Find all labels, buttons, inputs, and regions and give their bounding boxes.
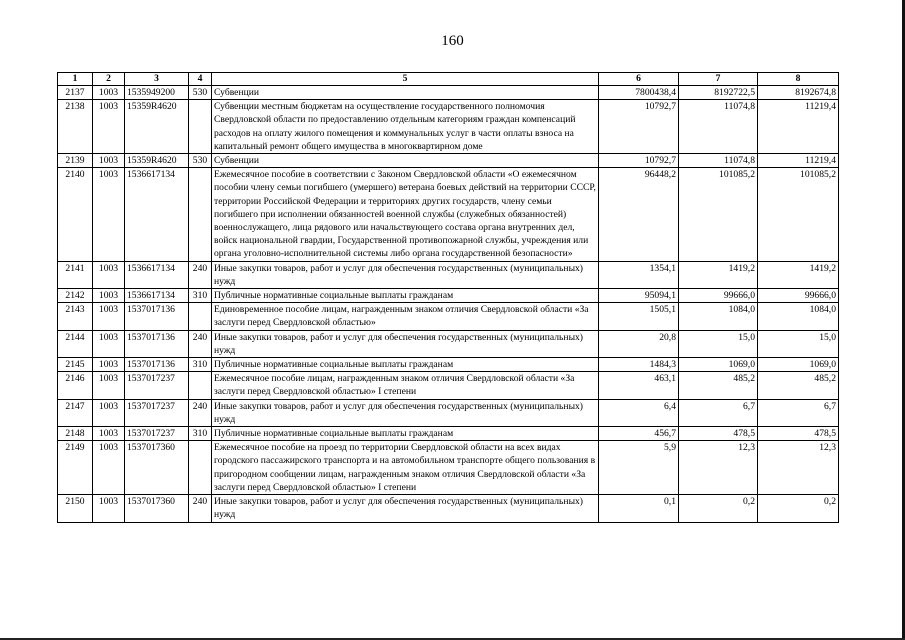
amount-year3-cell: 0,2 — [758, 495, 839, 522]
table-header-row — [58, 73, 839, 86]
table-body — [58, 86, 839, 523]
amount-year3-cell: 6,7 — [758, 399, 839, 426]
amount-year2-cell: 15,0 — [679, 330, 758, 357]
amount-year1-cell: 1484,3 — [599, 358, 679, 372]
expense-type-cell: 240 — [189, 261, 212, 288]
target-code-cell: 1537017360 — [125, 441, 189, 495]
row-number-cell: 2141 — [58, 261, 93, 288]
amount-year2-cell: 12,3 — [679, 441, 758, 495]
row-number-cell: 2140 — [58, 168, 93, 261]
amount-year3-cell: 1419,2 — [758, 261, 839, 288]
column-header: 3 — [125, 73, 189, 86]
table-row — [58, 261, 839, 288]
row-number-cell: 2139 — [58, 154, 93, 168]
target-code-cell: 1537017237 — [125, 372, 189, 399]
amount-year1-cell: 463,1 — [599, 372, 679, 399]
amount-year2-cell: 0,2 — [679, 495, 758, 522]
table-row — [58, 441, 839, 495]
expense-type-cell: 310 — [189, 358, 212, 372]
amount-year3-cell: 99666,0 — [758, 289, 839, 303]
target-code-cell: 1537017136 — [125, 358, 189, 372]
section-code-cell: 1003 — [93, 261, 125, 288]
amount-year1-cell: 7800438,4 — [599, 86, 679, 100]
description-cell: Иные закупки товаров, работ и услуг для обеспечения государственных (муниципальных) нужд — [212, 261, 599, 288]
target-code-cell: 1537017360 — [125, 495, 189, 522]
column-header: 5 — [212, 73, 599, 86]
description-cell: Иные закупки товаров, работ и услуг для обеспечения государственных (муниципальных) нужд — [212, 330, 599, 357]
amount-year3-cell: 485,2 — [758, 372, 839, 399]
amount-year3-cell: 101085,2 — [758, 168, 839, 261]
column-header: 2 — [93, 73, 125, 86]
amount-year3-cell: 15,0 — [758, 330, 839, 357]
description-cell: Ежемесячное пособие лицам, награжденным знаком отличия Свердловской области «За заслуги перед Свердловской областью» I степени — [212, 372, 599, 399]
amount-year2-cell: 101085,2 — [679, 168, 758, 261]
section-code-cell: 1003 — [93, 168, 125, 261]
amount-year1-cell: 20,8 — [599, 330, 679, 357]
target-code-cell: 1537017136 — [125, 303, 189, 330]
table-row — [58, 358, 839, 372]
description-cell: Единовременное пособие лицам, награжденным знаком отличия Свердловской области «За заслуги перед Свердловской областью» — [212, 303, 599, 330]
row-number-cell: 2143 — [58, 303, 93, 330]
column-header: 8 — [758, 73, 839, 86]
amount-year1-cell: 95094,1 — [599, 289, 679, 303]
amount-year2-cell: 99666,0 — [679, 289, 758, 303]
table-row — [58, 100, 839, 154]
expense-type-cell: 530 — [189, 86, 212, 100]
description-cell: Субвенции местным бюджетам на осуществление государственного полномочия Свердловской области по предоставлению отдельным категориям граждан компенсаций расходов на оплату жилого помещения и коммунальных услуг в части оплаты взноса на капитальный ремонт общего имущества в многоквартирном доме — [212, 100, 599, 154]
amount-year3-cell: 11219,4 — [758, 154, 839, 168]
description-cell: Публичные нормативные социальные выплаты гражданам — [212, 427, 599, 441]
section-code-cell: 1003 — [93, 330, 125, 357]
target-code-cell: 1537017237 — [125, 427, 189, 441]
row-number-cell: 2137 — [58, 86, 93, 100]
amount-year1-cell: 96448,2 — [599, 168, 679, 261]
table-row — [58, 495, 839, 522]
table-row — [58, 372, 839, 399]
page-number: 160 — [441, 33, 464, 49]
amount-year2-cell: 1084,0 — [679, 303, 758, 330]
expense-type-cell: 530 — [189, 154, 212, 168]
description-cell: Субвенции — [212, 86, 599, 100]
target-code-cell: 1536617134 — [125, 289, 189, 303]
row-number-cell: 2144 — [58, 330, 93, 357]
description-cell: Иные закупки товаров, работ и услуг для обеспечения государственных (муниципальных) нужд — [212, 495, 599, 522]
amount-year2-cell: 485,2 — [679, 372, 758, 399]
expense-type-cell — [189, 168, 212, 261]
budget-table — [57, 72, 839, 523]
description-cell: Ежемесячное пособие в соответствии с Законом Свердловской области «О ежемесячном пособии члену семьи погибшего (умершего) ветерана боевых действий на территории СССР, территории Российской Федерации и территориях других государств, члену семьи погибшего при исполнении обязанностей военной службы (служебных обязанностей) военнослужащего, лица рядового или начальствующего состава органа внутренних дел, войск национальной гвардии, Государственной противопожарной службы, учреждения или органа уголовно-исполнительной системы либо органа государственной безопасности» — [212, 168, 599, 261]
amount-year1-cell: 1354,1 — [599, 261, 679, 288]
section-code-cell: 1003 — [93, 495, 125, 522]
amount-year2-cell: 11074,8 — [679, 154, 758, 168]
table-row — [58, 427, 839, 441]
row-number-cell: 2146 — [58, 372, 93, 399]
table-row — [58, 399, 839, 426]
description-cell: Иные закупки товаров, работ и услуг для обеспечения государственных (муниципальных) нужд — [212, 399, 599, 426]
amount-year1-cell: 456,7 — [599, 427, 679, 441]
amount-year3-cell: 478,5 — [758, 427, 839, 441]
section-code-cell: 1003 — [93, 303, 125, 330]
amount-year2-cell: 478,5 — [679, 427, 758, 441]
amount-year1-cell: 5,9 — [599, 441, 679, 495]
description-cell: Публичные нормативные социальные выплаты гражданам — [212, 289, 599, 303]
row-number-cell: 2150 — [58, 495, 93, 522]
table-row — [58, 168, 839, 261]
section-code-cell: 1003 — [93, 289, 125, 303]
target-code-cell: 1536617134 — [125, 168, 189, 261]
table-row — [58, 86, 839, 100]
amount-year3-cell: 1084,0 — [758, 303, 839, 330]
target-code-cell: 1536617134 — [125, 261, 189, 288]
description-cell: Субвенции — [212, 154, 599, 168]
section-code-cell: 1003 — [93, 399, 125, 426]
amount-year2-cell: 1419,2 — [679, 261, 758, 288]
expense-type-cell — [189, 372, 212, 399]
expense-type-cell: 310 — [189, 289, 212, 303]
section-code-cell: 1003 — [93, 154, 125, 168]
section-code-cell: 1003 — [93, 100, 125, 154]
amount-year2-cell: 1069,0 — [679, 358, 758, 372]
amount-year3-cell: 8192674,8 — [758, 86, 839, 100]
amount-year2-cell: 11074,8 — [679, 100, 758, 154]
description-cell: Публичные нормативные социальные выплаты гражданам — [212, 358, 599, 372]
row-number-cell: 2142 — [58, 289, 93, 303]
description-cell: Ежемесячное пособие на проезд по территории Свердловской области на всех видах городского пассажирского транспорта и на автомобильном транспорте общего пользования в пригородном сообщении лицам, награжденным знаком отличия Свердловской области «За заслуги перед Свердловской областью» I степени — [212, 441, 599, 495]
expense-type-cell — [189, 441, 212, 495]
section-code-cell: 1003 — [93, 441, 125, 495]
section-code-cell: 1003 — [93, 358, 125, 372]
column-header: 7 — [679, 73, 758, 86]
target-code-cell: 1537017136 — [125, 330, 189, 357]
expense-type-cell: 240 — [189, 330, 212, 357]
expense-type-cell: 240 — [189, 495, 212, 522]
target-code-cell: 15359R4620 — [125, 100, 189, 154]
column-header: 4 — [189, 73, 212, 86]
row-number-cell: 2147 — [58, 399, 93, 426]
amount-year3-cell: 11219,4 — [758, 100, 839, 154]
amount-year2-cell: 8192722,5 — [679, 86, 758, 100]
expense-type-cell: 310 — [189, 427, 212, 441]
section-code-cell: 1003 — [93, 427, 125, 441]
column-header: 1 — [58, 73, 93, 86]
section-code-cell: 1003 — [93, 86, 125, 100]
row-number-cell: 2148 — [58, 427, 93, 441]
column-header: 6 — [599, 73, 679, 86]
section-code-cell: 1003 — [93, 372, 125, 399]
amount-year3-cell: 12,3 — [758, 441, 839, 495]
expense-type-cell: 240 — [189, 399, 212, 426]
expense-type-cell — [189, 303, 212, 330]
row-number-cell: 2145 — [58, 358, 93, 372]
amount-year1-cell: 1505,1 — [599, 303, 679, 330]
row-number-cell: 2149 — [58, 441, 93, 495]
target-code-cell: 1537017237 — [125, 399, 189, 426]
amount-year1-cell: 10792,7 — [599, 154, 679, 168]
amount-year2-cell: 6,7 — [679, 399, 758, 426]
table-row — [58, 330, 839, 357]
table-row — [58, 289, 839, 303]
amount-year1-cell: 10792,7 — [599, 100, 679, 154]
target-code-cell: 1535949200 — [125, 86, 189, 100]
table-row — [58, 154, 839, 168]
amount-year1-cell: 6,4 — [599, 399, 679, 426]
amount-year1-cell: 0,1 — [599, 495, 679, 522]
expense-type-cell — [189, 100, 212, 154]
row-number-cell: 2138 — [58, 100, 93, 154]
amount-year3-cell: 1069,0 — [758, 358, 839, 372]
table-row — [58, 303, 839, 330]
target-code-cell: 15359R4620 — [125, 154, 189, 168]
